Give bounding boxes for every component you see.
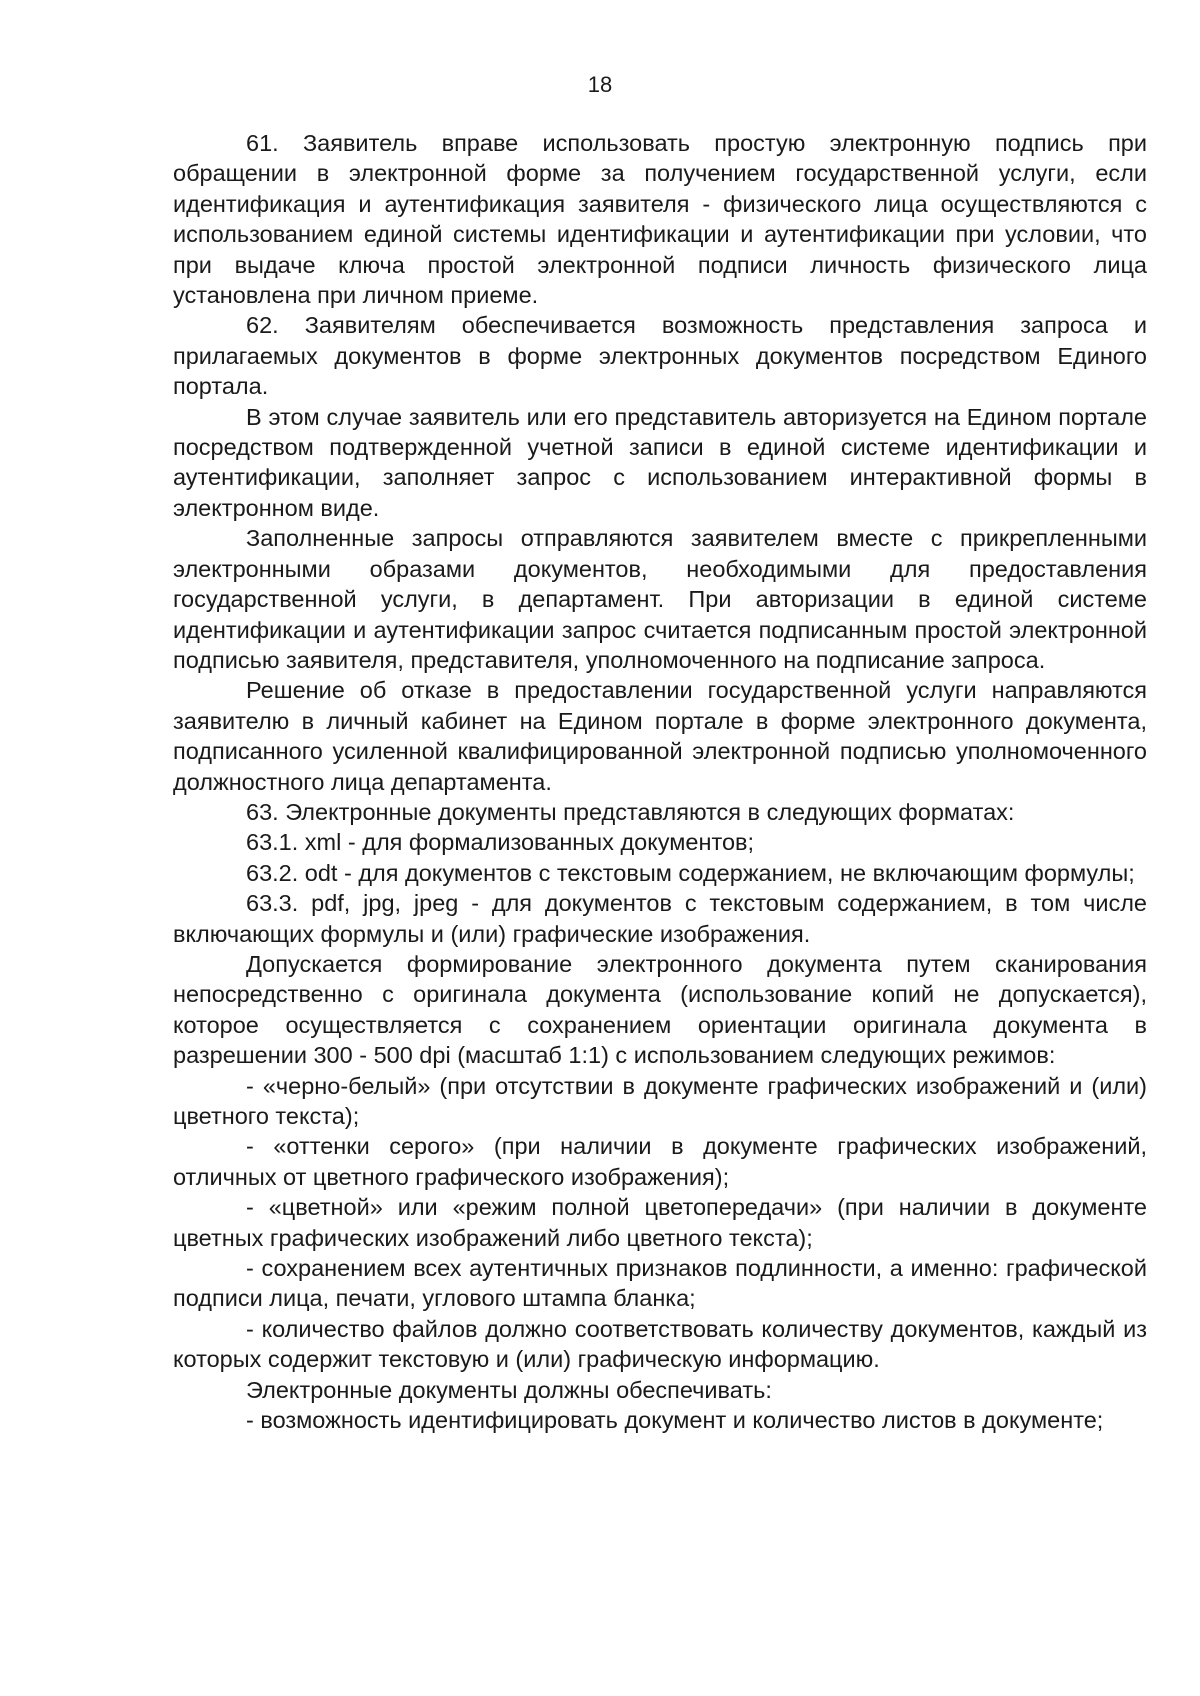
document-body	[173, 128, 1147, 1435]
paragraph-63-3: 63.3. pdf, jpg, jpeg - для документов с текстовым содержанием, в том числе включающих формулы и (или) графические изображения.	[173, 890, 1147, 947]
paragraph-62-submitted-requests: Заполненные запросы отправляются заявителем вместе с прикрепленными электронными образами документов, необходимыми для предоставления государственной услуги, в департамент. При авторизации в единой системе идентификации и аутентификации запрос считается подписанным простой электронной подписью заявителя, представителя, уполномоченного на подписание запроса.	[173, 525, 1147, 673]
page-number: 18	[587, 72, 613, 97]
list-item-grayscale: - «оттенки серого» (при наличии в документе графических изображений, отличных от цветного графического изображения);	[173, 1133, 1147, 1190]
paragraph-62: 62. Заявителям обеспечивается возможность представления запроса и прилагаемых документов в форме электронных документов посредством Единого портала.	[173, 312, 1147, 400]
list-item-color: - «цветной» или «режим полной цветопередачи» (при наличии в документе цветных графических изображений либо цветного текста);	[173, 1194, 1147, 1251]
paragraph-63: 63. Электронные документы представляются в следующих форматах:	[246, 798, 1015, 825]
paragraph-62-refusal-decision: Решение об отказе в предоставлении государственной услуги направляются заявителю в личный кабинет на Едином портале в форме электронного документа, подписанного усиленной квалифицированной электронной подписью уполномоченного должностного лица департамента.	[173, 677, 1147, 795]
paragraph-63-1: 63.1. xml - для формализованных документов;	[246, 829, 755, 856]
list-item-identification: - возможность идентифицировать документ и количество листов в документе;	[246, 1407, 1104, 1434]
list-item-authenticity: - сохранением всех аутентичных признаков подлинности, а именно: графической подписи лица, печати, углового штампа бланка;	[173, 1255, 1147, 1312]
paragraph-electronic-documents: Электронные документы должны обеспечивать:	[246, 1376, 772, 1403]
paragraph-scanning: Допускается формирование электронного документа путем сканирования непосредственно с оригинала документа (использование копий не допускается), которое осуществляется с сохранением ориентации оригинала документа в разрешении 300 - 500 dpi (масштаб 1:1) с использованием следующих режимов:	[173, 950, 1147, 1069]
list-item-file-count: - количество файлов должно соответствовать количеству документов, каждый из которых содержит текстовую и (или) графическую информацию.	[173, 1315, 1147, 1373]
list-item-black-white: - «черно-белый» (при отсутствии в документе графических изображений и (или) цветного текста);	[173, 1072, 1147, 1129]
paragraph-61: 61. Заявитель вправе использовать простую электронную подпись при обращении в электронной форме за получением государственной услуги, если идентификация и аутентификация заявителя - физического лица осуществляются с использованием единой системы идентификации и аутентификации при условии, что при выдаче ключа простой электронной подписи личность физического лица установлена при личном приеме.	[173, 130, 1147, 309]
paragraph-63-2: 63.2. odt - для документов с текстовым содержанием, не включающим формулы;	[246, 859, 1135, 886]
paragraph-62-authorization: В этом случае заявитель или его представитель авторизуется на Едином портале посредством подтвержденной учетной записи в единой системе идентификации и аутентификации, заполняет запрос с использованием интерактивной формы в электронном виде.	[173, 403, 1147, 521]
